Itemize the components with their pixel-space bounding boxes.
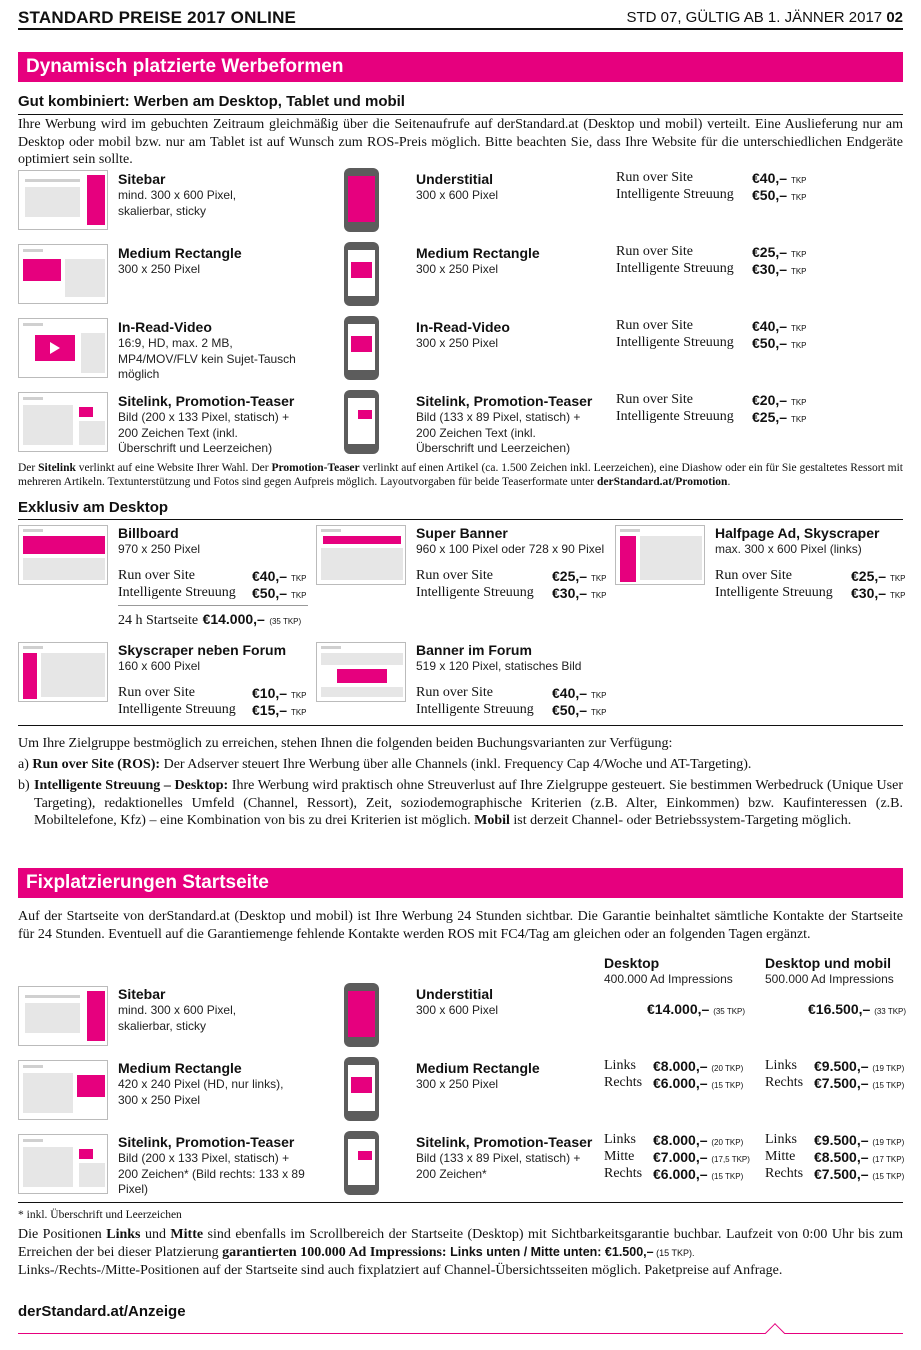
fix-row1-desktop-title: Sitebar: [118, 986, 166, 1002]
super-banner-is-price: [552, 585, 607, 601]
tkp-label: TKP: [889, 574, 906, 583]
sitebar-thumbnail: [18, 170, 108, 230]
row2-ros-value: €25,–: [752, 244, 788, 260]
fix-row1-mobile-title: Understitial: [416, 986, 494, 1002]
tkp-label: TKP: [889, 591, 906, 600]
halfpage-ad-ros-label: Run over Site: [715, 568, 792, 583]
skyscraper-forum-ros-price: [252, 685, 307, 701]
fix-row2-mobile-spec: 300 x 250 Pixel: [416, 1077, 499, 1091]
fix-row1-desk-price: [647, 1001, 745, 1017]
price-value: €7.500,–: [814, 1166, 869, 1182]
row4-ros-value: €20,–: [752, 392, 788, 408]
footer-link[interactable]: derStandard.at/Anzeige: [18, 1303, 186, 1320]
halfpage-ad-spec: max. 300 x 600 Pixel (links): [715, 542, 862, 556]
fix-row3-both-price-links: [814, 1132, 904, 1148]
price-value: €7.500,–: [814, 1075, 869, 1091]
fix-row1-desktop-spec: mind. 300 x 600 Pixel, skalierbar, sticky: [118, 1003, 237, 1033]
fix-row2-both-label-links: Links: [765, 1058, 797, 1073]
row1-is-value: €50,–: [752, 187, 788, 203]
skyscraper-forum-is-label: Intelligente Streuung: [118, 702, 236, 717]
tkp-label: (15 TKP): [872, 1172, 905, 1181]
row3-mobile-title: In-Read-Video: [416, 319, 510, 335]
row3-desktop-title: In-Read-Video: [118, 319, 212, 335]
price-value: €7.000,–: [653, 1149, 708, 1165]
tkp-label: TKP: [290, 574, 307, 583]
skyscraper-forum-spec: 160 x 600 Pixel: [118, 659, 201, 673]
skyscraper-forum-ros-label: Run over Site: [118, 685, 195, 700]
tkp-label: (35 TKP): [713, 1007, 746, 1016]
fix-understitial-phone: [344, 983, 379, 1047]
fix-row1-both-price: [808, 1001, 906, 1017]
billboard-title: Billboard: [118, 525, 179, 541]
closing-paragraph: [18, 1226, 903, 1280]
desktop-heading: Exklusiv am Desktop: [18, 499, 169, 516]
fix-row3-both-label-rechts: Rechts: [765, 1166, 804, 1181]
fix-row3-both-price-mitte: [814, 1149, 904, 1165]
banner-forum-spec: 519 x 120 Pixel, statisches Bild: [416, 659, 582, 673]
row2-is-label: Intelligente Streuung: [616, 261, 734, 276]
price-value: €14.000,–: [647, 1001, 710, 1017]
billboard-is-value: €50,–: [252, 585, 288, 601]
row3-ros-label: Run over Site: [616, 318, 693, 333]
closing-bold: Links: [106, 1227, 141, 1242]
list-marker: a): [18, 757, 29, 772]
fix-row2-both-price-rechts: [814, 1075, 904, 1091]
row3-is-value: €50,–: [752, 335, 788, 351]
list-marker: b): [18, 778, 30, 793]
price-value: €9.500,–: [814, 1058, 869, 1074]
halfpage-ad-ros-value: €25,–: [851, 568, 887, 584]
row4-ros-label: Run over Site: [616, 392, 693, 407]
divider: [18, 1202, 903, 1203]
billboard-thumbnail: [18, 525, 108, 585]
tkp-label: TKP: [590, 591, 607, 600]
banner-forum-ros-label: Run over Site: [416, 685, 493, 700]
note-bold: Promotion-Teaser: [271, 462, 360, 474]
col-both-sub: 500.000 Ad Impressions: [765, 972, 894, 986]
tkp-label: TKP: [590, 708, 607, 717]
fix-row2-mobile-title: Medium Rectangle: [416, 1060, 540, 1076]
fix-row3-desk-price-rechts: [653, 1166, 743, 1182]
price-value: €8.000,–: [653, 1132, 708, 1148]
booking-a-text: Der Adserver steuert Ihre Werbung über alle Channels (inkl. Frequency Cap 4/Woche und AT-Targeting).: [160, 757, 752, 772]
super-banner-title: Super Banner: [416, 525, 508, 541]
tkp-label: TKP: [790, 176, 807, 185]
booking-a-title: Run over Site (ROS):: [32, 757, 161, 772]
tkp-label: (20 TKP): [711, 1064, 744, 1073]
booking-b-text: ist derzeit Channel- oder Betriebssystem-Targeting möglich.: [509, 813, 852, 828]
booking-b-text: Ihre Werbung wird praktisch ohne Streuverlust auf Ihre Zielgruppe gesteuert. Sie bestimmen Werbedruck (Unique User Targeting), redaktionelles Umfeld (Channel, Ressort), Zeit, soziodemographische Kriterien (z.B. Alter, Einkommen) bzw. Kaufinteressen (z.B. Mobiltelefone, Kfz) – eine Kombination von bis zu drei Kriterien ist möglich.: [34, 778, 903, 828]
row2-ros-price: [752, 244, 807, 260]
halfpage-ad-is-value: €30,–: [851, 585, 887, 601]
sitelink-thumbnail: [18, 392, 108, 452]
fix-row3-desk-price-links: [653, 1132, 743, 1148]
startseite-price-line: [118, 611, 301, 629]
super-banner-ros-label: Run over Site: [416, 568, 493, 583]
fix-medium-rectangle-thumbnail: [18, 1060, 108, 1120]
halfpage-ad-is-price: [851, 585, 906, 601]
fix-row2-desktop-spec: 420 x 240 Pixel (HD, nur links), 300 x 250 Pixel: [118, 1077, 284, 1107]
note-text: Der: [18, 462, 39, 474]
fix-row1-mobile-spec: 300 x 600 Pixel: [416, 1003, 499, 1017]
closing-text: Die Positionen: [18, 1227, 107, 1242]
tkp-label: (19 TKP): [872, 1138, 905, 1147]
tkp-label: TKP: [290, 708, 307, 717]
fix-sitelink-thumbnail: [18, 1134, 108, 1194]
skyscraper-forum-is-value: €15,–: [252, 702, 288, 718]
row1-desktop-spec: mind. 300 x 600 Pixel, skalierbar, sticky: [118, 188, 237, 218]
booking-option-a: [18, 756, 903, 774]
super-banner-is-label: Intelligente Streuung: [416, 585, 534, 600]
fix-row3-desk-label-rechts: Rechts: [604, 1166, 643, 1181]
banner-forum-ros-value: €40,–: [552, 685, 588, 701]
combined-intro: Ihre Werbung wird im gebuchten Zeitraum gleichmäßig über die Seitenaufrufe auf derStandard.at (Desktop und mobil) verteilt. Eine Auslieferung nur am Desktop oder mobil bzw. nur am Tablet ist auf Wunsch zum ROS-Preis möglich. Bitte beachten Sie, dass Ihre Website für die unterschiedlichen Endgeräte optimiert sein sollte.: [18, 117, 903, 167]
halfpage-ad-title: Halfpage Ad, Skyscraper: [715, 525, 880, 541]
tkp-label: (15 TKP): [872, 1081, 905, 1090]
tkp-label: (17,5 TKP): [711, 1155, 750, 1164]
halfpage-ad-thumbnail: [615, 525, 705, 585]
col-both-title: Desktop und mobil: [765, 955, 891, 971]
banner-forum-ros-price: [552, 685, 607, 701]
medium-rectangle-phone: [344, 242, 379, 306]
price-value: €9.500,–: [814, 1132, 869, 1148]
fix-row3-desk-label-mitte: Mitte: [604, 1149, 635, 1164]
validity-info: [626, 9, 903, 26]
booking-b-bold: Mobil: [474, 813, 510, 828]
fix-row2-desk-label-links: Links: [604, 1058, 636, 1073]
closing-price: Links unten / Mitte unten: €1.500,–: [446, 1244, 654, 1259]
tkp-label: TKP: [790, 415, 807, 424]
startseite-label: 24 h Startseite: [118, 613, 199, 628]
row2-is-value: €30,–: [752, 261, 788, 277]
divider: [18, 725, 903, 726]
fix-row2-desk-label-rechts: Rechts: [604, 1075, 643, 1090]
row1-mobile-title: Understitial: [416, 171, 494, 187]
row1-is-label: Intelligente Streuung: [616, 187, 734, 202]
billboard-is-label: Intelligente Streuung: [118, 585, 236, 600]
medium-rectangle-thumbnail: [18, 244, 108, 304]
row1-is-price: [752, 187, 807, 203]
fix-row3-mobile-spec: Bild (133 x 89 Pixel, statisch) + 200 Zeichen*: [416, 1151, 581, 1181]
tkp-label: TKP: [790, 267, 807, 276]
tkp-label: (33 TKP): [874, 1007, 907, 1016]
row2-ros-label: Run over Site: [616, 244, 693, 259]
row2-desktop-spec: 300 x 250 Pixel: [118, 262, 201, 276]
fix-sitelink-phone: [344, 1131, 379, 1195]
row1-ros-price: [752, 170, 807, 186]
page-header: [18, 6, 903, 30]
row2-mobile-title: Medium Rectangle: [416, 245, 540, 261]
banner-forum-title: Banner im Forum: [416, 642, 532, 658]
section-band-dynamic: Dynamisch platzierte Werbeformen: [18, 52, 903, 82]
billboard-is-price: [252, 585, 307, 601]
tkp-label: TKP: [790, 324, 807, 333]
fix-row2-desk-price-links: [653, 1058, 743, 1074]
row3-is-price: [752, 335, 807, 351]
booking-intro: Um Ihre Zielgruppe bestmöglich zu erreichen, stehen Ihnen die folgenden beiden Buchungsvarianten zur Verfügung:: [18, 736, 673, 751]
fix-row3-both-price-rechts: [814, 1166, 904, 1182]
tkp-label: TKP: [590, 574, 607, 583]
fix-row2-both-label-rechts: Rechts: [765, 1075, 804, 1090]
note-link[interactable]: derStandard.at/Promotion: [597, 476, 728, 488]
row4-is-label: Intelligente Streuung: [616, 409, 734, 424]
tkp-label: (15 TKP): [711, 1172, 744, 1181]
combined-heading: Gut kombiniert: Werben am Desktop, Tablet und mobil: [18, 93, 405, 110]
booking-b-title: Intelligente Streuung – Desktop:: [34, 778, 229, 793]
super-banner-is-value: €30,–: [552, 585, 588, 601]
row1-ros-label: Run over Site: [616, 170, 693, 185]
fix-row2-both-price-links: [814, 1058, 904, 1074]
fix-row2-desk-price-rechts: [653, 1075, 743, 1091]
row4-is-value: €25,–: [752, 409, 788, 425]
tkp-label: TKP: [590, 691, 607, 700]
halfpage-ad-ros-price: [851, 568, 906, 584]
row4-ros-price: [752, 392, 807, 408]
footer-notch: [765, 1323, 785, 1343]
fix-sitebar-thumbnail: [18, 986, 108, 1046]
closing-bold: garantierten 100.000 Ad Impressions:: [222, 1244, 447, 1260]
fix-row3-desk-price-mitte: [653, 1149, 750, 1165]
row1-mobile-spec: 300 x 600 Pixel: [416, 188, 499, 202]
in-read-video-phone: [344, 316, 379, 380]
tkp-label: TKP: [790, 341, 807, 350]
col-desktop-sub: 400.000 Ad Impressions: [604, 972, 733, 986]
row3-mobile-spec: 300 x 250 Pixel: [416, 336, 499, 350]
understitial-phone: [344, 168, 379, 232]
sitelink-phone: [344, 390, 379, 454]
divider: [18, 114, 903, 115]
closing-text: sind ebenfalls im Scrollbereich der Startseite (Desktop) mit Sichtbarkeitsgarantie buchbar. Laufzeit von 0:00 Uhr bis zum Erreichen der bei dieser Platzierung: [18, 1227, 903, 1260]
row2-is-price: [752, 261, 807, 277]
row1-desktop-title: Sitebar: [118, 171, 166, 187]
divider: [18, 519, 903, 520]
fix-row2-desktop-title: Medium Rectangle: [118, 1060, 242, 1076]
billboard-ros-value: €40,–: [252, 568, 288, 584]
skyscraper-forum-ros-value: €10,–: [252, 685, 288, 701]
sitelink-note: [18, 461, 903, 489]
document-title: STANDARD PREISE 2017 ONLINE: [18, 8, 297, 27]
billboard-ros-label: Run over Site: [118, 568, 195, 583]
super-banner-spec: 960 x 100 Pixel oder 728 x 90 Pixel: [416, 542, 605, 556]
closing-text: Links-/Rechts-/Mitte-Positionen auf der Startseite sind auch fixplatziert auf Channel-Übersichtsseiten möglich. Paketpreise auf Anfrage.: [18, 1263, 783, 1278]
row3-desktop-spec: 16:9, HD, max. 2 MB, MP4/MOV/FLV kein Sujet-Tausch möglich: [118, 336, 296, 381]
fix-row3-desktop-title: Sitelink, Promotion-Teaser: [118, 1134, 295, 1150]
closing-bold: Mitte: [170, 1227, 204, 1242]
fix-row3-desk-label-links: Links: [604, 1132, 636, 1147]
fix-row3-desktop-spec: Bild (200 x 133 Pixel, statisch) + 200 Zeichen* (Bild rechts: 133 x 89 Pixel): [118, 1151, 305, 1196]
tkp-label: (35 TKP): [269, 617, 302, 626]
tkp-label: (17 TKP): [872, 1155, 905, 1164]
fix-medium-rectangle-phone: [344, 1057, 379, 1121]
booking-option-b: [34, 777, 903, 830]
price-value: €8.500,–: [814, 1149, 869, 1165]
row2-desktop-title: Medium Rectangle: [118, 245, 242, 261]
banner-forum-is-value: €50,–: [552, 702, 588, 718]
fix-row3-mobile-title: Sitelink, Promotion-Teaser: [416, 1134, 593, 1150]
banner-forum-is-price: [552, 702, 607, 718]
row3-ros-value: €40,–: [752, 318, 788, 334]
page-number: 02: [886, 9, 903, 26]
note-text: verlinkt auf einen Artikel (ca. 1.500 Zeichen inkl. Leerzeichen), eine Diashow oder ein für Sie gestaltetes Ressort mit mehreren Artikeln. Textunterstützung und Fotos sind gegen Aufpreis möglich. Layoutvorgaben für beide Teaserformate unter: [18, 462, 903, 488]
row4-mobile-title: Sitelink, Promotion-Teaser: [416, 393, 593, 409]
divider: [118, 605, 308, 606]
tkp-label: (19 TKP): [872, 1064, 905, 1073]
validity-text: STD 07, GÜLTIG AB 1. JÄNNER 2017: [626, 9, 883, 26]
note-bold: Sitelink: [38, 462, 76, 474]
tkp-label: (15 TKP).: [653, 1247, 695, 1258]
tkp-label: TKP: [790, 398, 807, 407]
super-banner-ros-price: [552, 568, 607, 584]
note-text: verlinkt auf eine Website Ihrer Wahl. Der: [75, 462, 272, 474]
price-value: €8.000,–: [653, 1058, 708, 1074]
tkp-label: (20 TKP): [711, 1138, 744, 1147]
row4-mobile-spec: Bild (133 x 89 Pixel, statisch) + 200 Zeichen Text (inkl. Überschrift und Leerzeichen): [416, 410, 581, 455]
skyscraper-forum-thumbnail: [18, 642, 108, 702]
fixed-intro: Auf der Startseite von derStandard.at (Desktop und mobil) ist Ihre Werbung 24 Stunden sichtbar. Die Garantie beinhaltet sämtliche Kontakte der Startseite für 24 Stunden. Eventuell auf die Garantiemenge fehlende Kontakte werden ROS mit FC4/Tag am gleichen oder an folgenden Tagen ergänzt.: [18, 909, 903, 942]
billboard-ros-price: [252, 568, 307, 584]
tkp-label: TKP: [290, 591, 307, 600]
price-value: €6.000,–: [653, 1075, 708, 1091]
section-band-fixed: Fixplatzierungen Startseite: [18, 868, 903, 898]
banner-forum-thumbnail: [316, 642, 406, 702]
tkp-label: TKP: [290, 691, 307, 700]
col-desktop-title: Desktop: [604, 955, 660, 971]
play-icon: [50, 342, 60, 354]
footnote: * inkl. Überschrift und Leerzeichen: [18, 1209, 182, 1221]
billboard-spec: 970 x 250 Pixel: [118, 542, 201, 556]
row4-desktop-spec: Bild (200 x 133 Pixel, statisch) + 200 Zeichen Text (inkl. Überschrift und Leerzeichen): [118, 410, 290, 455]
closing-text: und: [140, 1227, 171, 1242]
halfpage-ad-is-label: Intelligente Streuung: [715, 585, 833, 600]
row4-desktop-title: Sitelink, Promotion-Teaser: [118, 393, 295, 409]
row1-ros-value: €40,–: [752, 170, 788, 186]
skyscraper-forum-title: Skyscraper neben Forum: [118, 642, 287, 658]
row3-is-label: Intelligente Streuung: [616, 335, 734, 350]
row2-mobile-spec: 300 x 250 Pixel: [416, 262, 499, 276]
skyscraper-forum-is-price: [252, 702, 307, 718]
tkp-label: (15 TKP): [711, 1081, 744, 1090]
startseite-price: €14.000,–: [202, 611, 265, 627]
fix-row3-both-label-mitte: Mitte: [765, 1149, 796, 1164]
price-value: €16.500,–: [808, 1001, 871, 1017]
fix-row3-both-label-links: Links: [765, 1132, 797, 1147]
row3-ros-price: [752, 318, 807, 334]
in-read-video-thumbnail: [18, 318, 108, 378]
row4-is-price: [752, 409, 807, 425]
tkp-label: TKP: [790, 250, 807, 259]
tkp-label: TKP: [790, 193, 807, 202]
note-text: .: [727, 476, 731, 488]
banner-forum-is-label: Intelligente Streuung: [416, 702, 534, 717]
price-value: €6.000,–: [653, 1166, 708, 1182]
super-banner-ros-value: €25,–: [552, 568, 588, 584]
super-banner-thumbnail: [316, 525, 406, 585]
